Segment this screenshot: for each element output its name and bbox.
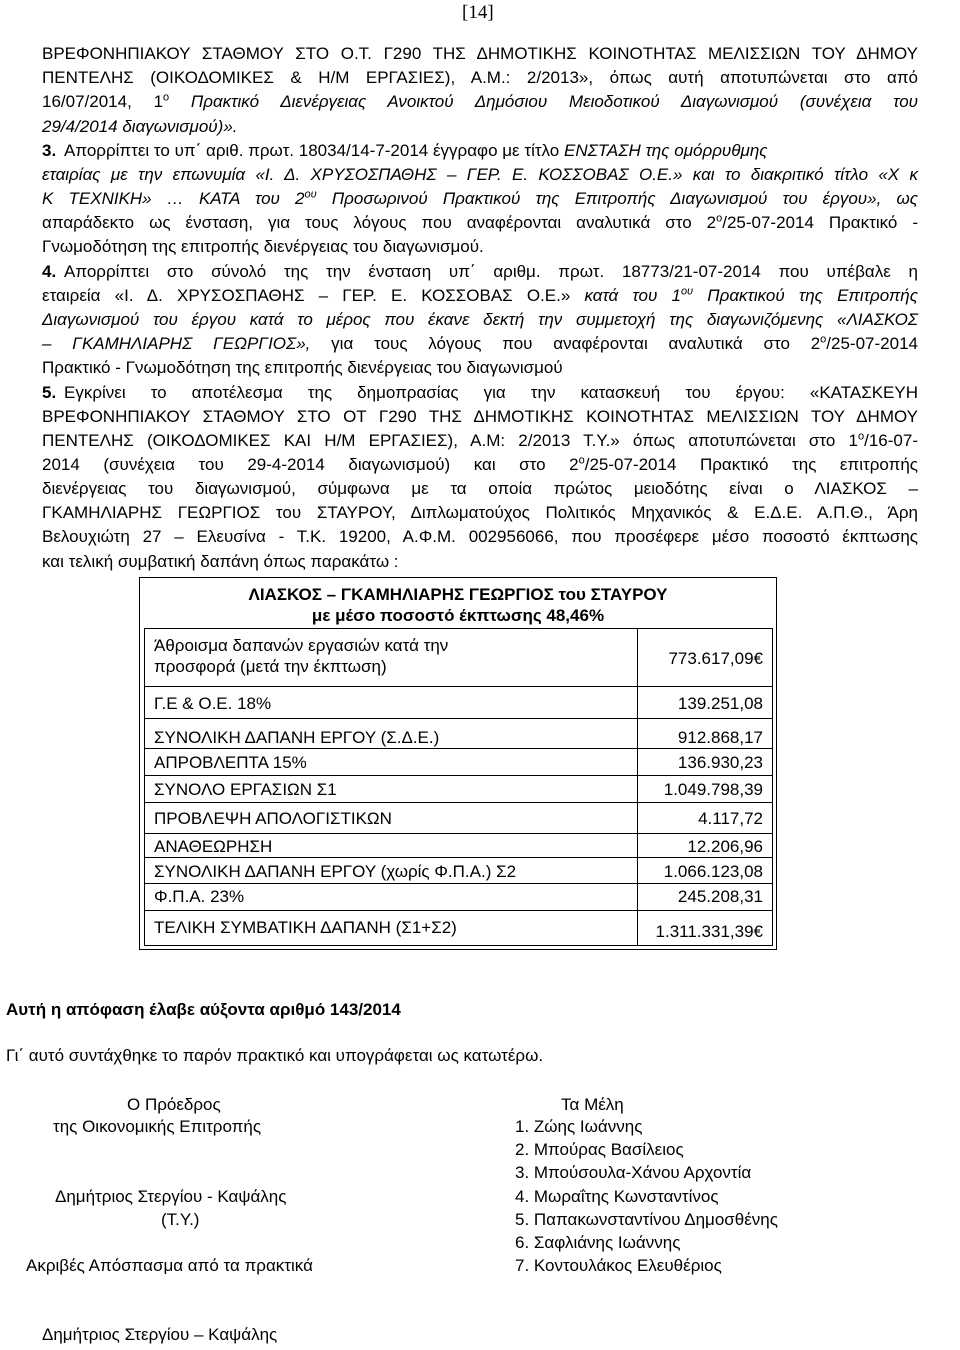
text-line: Πρακτικό - Γνωμοδότηση της επιτροπής διενέργειας του διαγωνισμού	[42, 358, 563, 377]
text-line: Γνωμοδότηση της επιτροπής διενέργειας του διαγωνισμού.	[42, 237, 484, 256]
member-item: 7. Κοντουλάκος Ελευθέριος	[515, 1256, 722, 1275]
chair-title: Ο Πρόεδρος	[127, 1095, 221, 1114]
row-label: ΣΥΝΟΛΟ ΕΡΓΑΣΙΩΝ Σ1	[154, 780, 337, 799]
cost-table	[139, 577, 777, 950]
row-divider	[145, 857, 772, 858]
text-line: 3. Απορρίπτει το υπ΄ αριθ. πρωτ. 18034/14-7-2014 έγγραφο με τίτλο ΕΝΣΤΑΣΗ της ομόρρυθμης	[42, 141, 768, 160]
copy-signer: Δημήτριος Στεργίου – Καψάλης	[42, 1325, 278, 1344]
text-line: διενέργειας του διαγωνισμού, σύμφωνα με τα οποία πρώτος μειοδότης είναι ο ΛΙΑΣΚΟΣ –	[42, 479, 918, 498]
decision-number: Αυτή η απόφαση έλαβε αύξοντα αριθμό 143/2014	[6, 1000, 401, 1019]
row-value: 1.066.123,08	[663, 862, 763, 881]
table-body	[144, 628, 773, 946]
row-value: 912.868,17	[677, 728, 763, 747]
text-line: ΠΕΝΤΕΛΗΣ (ΟΙΚΟΔΟΜΙΚΕΣ ΚΑΙ Η/Μ ΕΡΓΑΣΙΕΣ), Α.Μ: 2/2013 Τ.Υ.» όπως αποτυπώνεται στο $1^o/16-07-$	[42, 430, 918, 450]
member-item: 5. Παπακωνσταντίνου Δημοσθένης	[515, 1210, 778, 1229]
table-header	[140, 584, 776, 626]
chair-suffix: (Τ.Υ.)	[161, 1210, 200, 1229]
discount-rate: με μέσο ποσοστό έκπτωσης 48,46%	[311, 606, 605, 625]
row-divider	[145, 686, 772, 687]
row-value: 4.117,72	[698, 809, 763, 828]
text-line: Κ ΤΕΧΝΙΚΗ» … ΚΑΤΑ του $2^{o\upsilon}$ Προσωρινού Πρακτικού της Επιτροπής Διαγωνισμού του έργου», ως	[42, 188, 918, 208]
text-line: απαράδεκτο ως ένσταση, για τους λόγους που αναφέρονται αναλυτικά στο $2^o/25-07-2014$ Πρακτικό -	[42, 212, 918, 232]
text-line: 4. Απορρίπτει στο σύνολό της την ένσταση υπ΄ αριθμ. πρωτ. 18773/21-07-2014 που υπέβαλε η	[42, 262, 918, 281]
closing-statement: Γι΄ αυτό συντάχθηκε το παρόν πρακτικό και υπογράφεται ως κατωτέρω.	[6, 1046, 544, 1065]
member-item: 6. Σαφλιάνης Ιωάννης	[515, 1233, 681, 1252]
text-line: ΒΡΕΦΟΝΗΠΙΑΚΟΥ ΣΤΑΘΜΟΥ ΣΤΟ Ο.Τ. Γ290 ΤΗΣ ΔΗΜΟΤΙΚΗΣ ΚΟΙΝΟΤΗΤΑΣ ΜΕΛΙΣΣΙΩΝ ΤΟΥ ΔΗΜΟΥ	[42, 44, 918, 63]
row-divider	[145, 802, 772, 803]
row-value: 773.617,09€	[668, 649, 763, 668]
text-line: 29/4/2014 διαγωνισμού)».	[42, 117, 238, 136]
members-title: Τα Μέλη	[561, 1095, 624, 1114]
row-divider	[145, 775, 772, 776]
row-divider	[145, 718, 772, 719]
row-divider	[145, 883, 772, 884]
text-line: Διαγωνισμού του έργου κατά το μέρος που έκανε δεκτή την συμμετοχή της διαγωνιζόμενης «ΛΙΑΣΚΟΣ	[42, 310, 918, 329]
member-item: 4. Μωραΐτης Κωνσταντίνος	[515, 1187, 719, 1206]
row-divider	[145, 748, 772, 749]
text-line: ΒΡΕΦΟΝΗΠΙΑΚΟΥ ΣΤΑΘΜΟΥ ΣΤΟ ΟΤ Γ290 ΤΗΣ ΔΗΜΟΤΙΚΗΣ ΚΟΙΝΟΤΗΤΑΣ ΜΕΛΙΣΣΙΩΝ ΤΟΥ ΔΗΜΟΥ	[42, 407, 918, 426]
row-label: ΣΥΝΟΛΙΚΗ ΔΑΠΑΝΗ ΕΡΓΟΥ (Σ.Δ.Ε.)	[154, 728, 440, 747]
row-label: ΑΝΑΘΕΩΡΗΣΗ	[154, 837, 273, 856]
row-label: ΠΡΟΒΛΕΨΗ ΑΠΟΛΟΓΙΣΤΙΚΩΝ	[154, 809, 392, 828]
chair-committee: της Οικονομικής Επιτροπής	[53, 1117, 262, 1136]
text-line: – ΓΚΑΜΗΛΙΑΡΗΣ ΓΕΩΡΓΙΟΣ», για τους λόγους που αναφέρονται αναλυτικά στο $2^o/25-07-2014$	[42, 333, 918, 353]
text-line: 16/07/2014, $1^o$ Πρακτικό Διενέργειας Ανοικτού Δημόσιου Μειοδοτικού Διαγωνισμού (συνέχεια του	[42, 91, 918, 111]
text-line: 2014 (συνέχεια του 29-4-2014 διαγωνισμού) και στο $2^o/25-07-2014$ Πρακτικό της επιτροπής	[42, 454, 918, 474]
row-label: Άθροισμα δαπανών εργασιών κατά την προσφορά (μετά την έκπτωση)	[154, 636, 449, 676]
member-item: 3. Μπούσουλα-Χάνου Αρχοντία	[515, 1163, 752, 1182]
row-label: Γ.Ε & Ο.Ε. 18%	[154, 694, 272, 713]
text-line: 5. Εγκρίνει το αποτέλεσμα της δημοπρασίας για την κατασκευή του έργου: «ΚΑΤΑΣΚΕΥΗ	[42, 383, 918, 402]
text-line: εταιρεία «Ι. Δ. ΧΡΥΣΟΣΠΑΘΗΣ – ΓΕΡ. Ε. ΚΟΣΣΟΒΑΣ Ο.Ε.» κατά του $1^{o\upsilon}$ Πρακτικού της Επιτροπής	[42, 285, 919, 305]
row-value: 245.208,31	[677, 887, 763, 906]
row-label: Φ.Π.Α. 23%	[154, 887, 245, 906]
row-divider	[145, 910, 772, 911]
row-label: ΤΕΛΙΚΗ ΣΥΜΒΑΤΙΚΗ ΔΑΠΑΝΗ (Σ1+Σ2)	[154, 918, 457, 937]
column-divider	[637, 629, 638, 945]
item-number: 5.	[42, 383, 57, 402]
row-value: 136.930,23	[677, 753, 763, 772]
row-label: ΣΥΝΟΛΙΚΗ ΔΑΠΑΝΗ ΕΡΓΟΥ (χωρίς Φ.Π.Α.) Σ2	[154, 862, 517, 881]
row-value: 139.251,08	[677, 694, 763, 713]
row-value: 12.206,96	[687, 837, 763, 856]
text-line: και τελική συμβατική δαπάνη όπως παρακάτω :	[42, 552, 399, 571]
page-number: [14]	[462, 2, 494, 23]
text-line: ΓΚΑΜΗΛΙΑΡΗΣ ΓΕΩΡΓΙΟΣ του ΣΤΑΥΡΟΥ, Διπλωματούχος Πολιτικός Μηχανικός & Ε.Δ.Ε. Α.Π.Θ., Άρη	[42, 503, 918, 522]
row-label: ΑΠΡΟΒΛΕΠΤΑ 15%	[154, 753, 307, 772]
text-line: ΠΕΝΤΕΛΗΣ (ΟΙΚΟΔΟΜΙΚΕΣ & Η/Μ ΕΡΓΑΣΙΕΣ), Α.Μ.: 2/2013», όπως αυτή αποτυπώνεται στο από	[42, 68, 918, 87]
copy-note: Ακριβές Απόσπασμα από τα πρακτικά	[26, 1256, 313, 1275]
item-number: 4.	[42, 262, 57, 281]
row-divider	[145, 833, 772, 834]
text-line: εταιρίας με την επωνυμία «Ι. Δ. ΧΡΥΣΟΣΠΑΘΗΣ – ΓΕΡ. Ε. ΚΟΣΣΟΒΑΣ Ο.Ε.» και το διακριτικό τίτλο «Χ κ	[42, 165, 918, 184]
member-item: 1. Ζώης Ιωάννης	[515, 1117, 643, 1136]
item-number: 3.	[42, 141, 57, 160]
member-item: 2. Μπούρας Βασίλειος	[515, 1140, 684, 1159]
row-value: 1.311.331,39€	[655, 922, 763, 941]
contractor-name: ΛΙΑΣΚΟΣ – ΓΚΑΜΗΛΙΑΡΗΣ ΓΕΩΡΓΙΟΣ του ΣΤΑΥΡΟΥ	[248, 585, 668, 604]
chair-name: Δημήτριος Στεργίου - Καψάλης	[55, 1187, 287, 1206]
text-line: Βελουχιώτη 27 – Ελευσίνα - Τ.Κ. 19200, Α.Φ.Μ. 002956066, που προσέφερε μέσο ποσοστό έκπτωσης	[42, 527, 918, 546]
row-value: 1.049.798,39	[663, 780, 763, 799]
